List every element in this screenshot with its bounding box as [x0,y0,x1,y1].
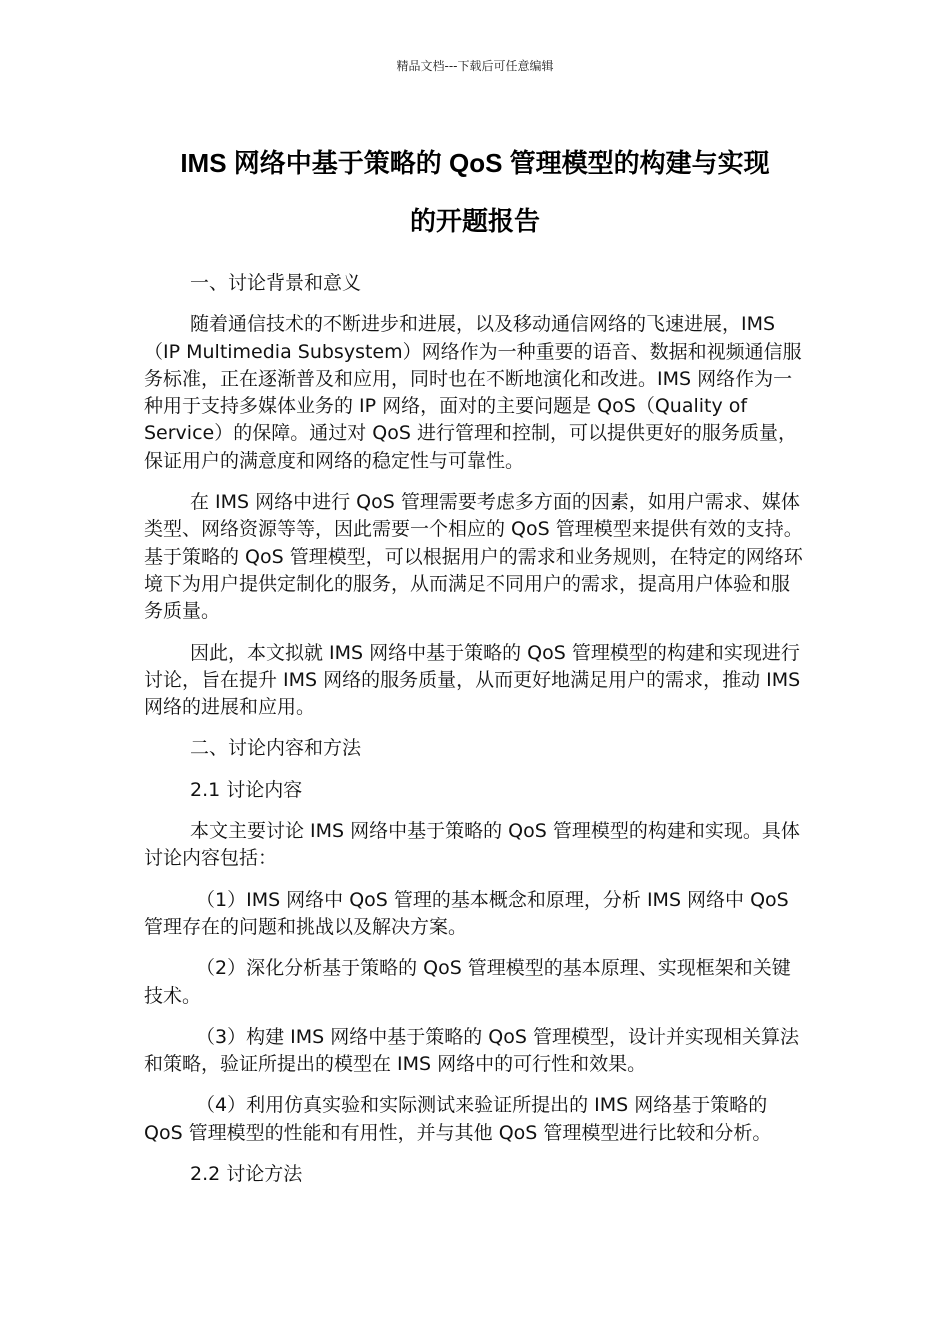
title-line-2: 的开题报告 [409,206,540,236]
paragraph-background-2: 在 IMS 网络中进行 QoS 管理需要考虑多方面的因素，如用户需求、媒体类型、网络资源等等，因此需要一个相应的 QoS 管理模型来提供有效的支持。基于策略的 QoS 管理模型，可以根据用户的需求和业务规则，在特定的网络环境下为用户提供定制化的服务，从而满足不同用户的需求，提高用户体验和服务质量。 [144,491,803,623]
list-item-2: （2）深化分析基于策略的 QoS 管理模型的基本原理、实现框架和关键技术。 [144,957,791,1007]
document-body [144,270,808,1202]
document-title [140,134,810,250]
subsection-heading-content: 2.1 讨论内容 [190,778,303,801]
section-heading-content-method: 二、讨论内容和方法 [190,737,362,760]
list-item-1: （1）IMS 网络中 QoS 管理的基本概念和原理，分析 IMS 网络中 QoS 管理存在的问题和挑战以及解决方案。 [144,888,789,938]
title-line-1: IMS 网络中基于策略的 QoS 管理模型的构建与实现 [180,148,770,178]
list-item-3: （3）构建 IMS 网络中基于策略的 QoS 管理模型，设计并实现相关算法和策略，验证所提出的模型在 IMS 网络中的可行性和效果。 [144,1025,799,1076]
paragraph-background-3: 因此，本文拟就 IMS 网络中基于策略的 QoS 管理模型的构建和实现进行讨论，旨在提升 IMS 网络的服务质量，从而更好地满足用户的需求，推动 IMS 网络的进展和应用。 [144,641,801,719]
subsection-heading-method: 2.2 讨论方法 [190,1163,303,1186]
paragraph-content-intro: 本文主要讨论 IMS 网络中基于策略的 QoS 管理模型的构建和实现。具体讨论内容包括： [144,820,800,870]
header-note: 精品文档---下载后可任意编辑 [396,59,554,73]
paragraph-background-1: 随着通信技术的不断进步和进展，以及移动通信网络的飞速进展，IMS（IP Multimedia Subsystem）网络作为一种重要的语音、数据和视频通信服务标准，正在逐渐普及和应用，同时也在不断地演化和改进。IMS 网络作为一种用于支持多媒体业务的 IP 网络，面对的主要问题是 QoS（Quality of Service）的保障。通过对 QoS 进行管理和控制，可以提供更好的服务质量，保证用户的满意度和网络的稳定性与可靠性。 [144,313,802,472]
section-heading-background: 一、讨论背景和意义 [190,272,362,294]
list-item-4: （4）利用仿真实验和实际测试来验证所提出的 IMS 网络基于策略的 QoS 管理模型的性能和有用性，并与其他 QoS 管理模型进行比较和分析。 [144,1094,772,1144]
